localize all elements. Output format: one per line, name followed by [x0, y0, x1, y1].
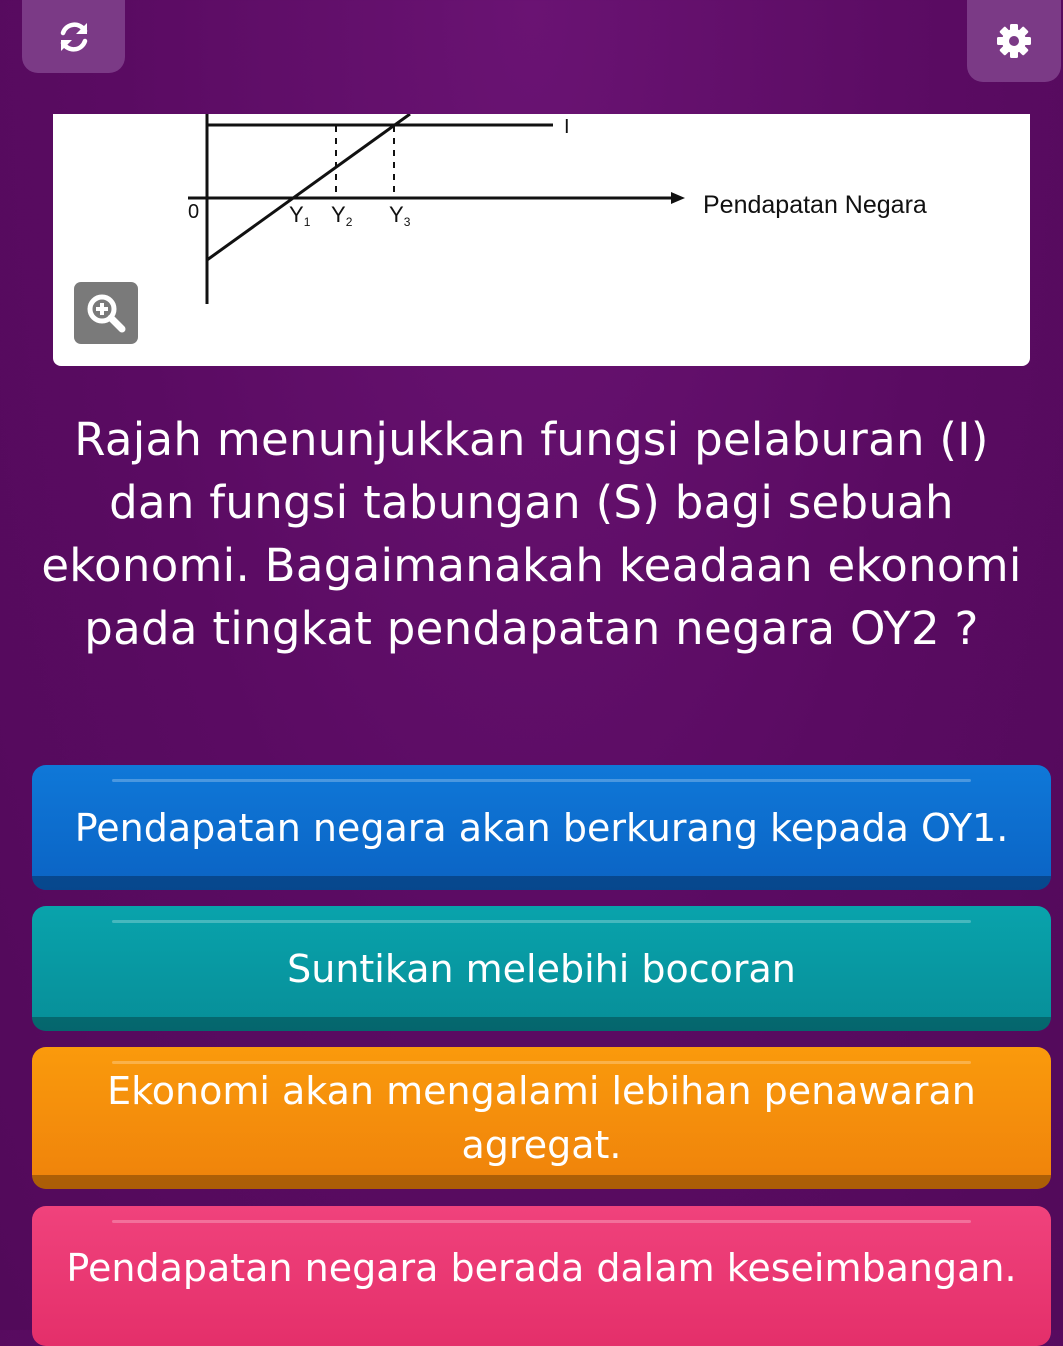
reload-button[interactable] — [22, 0, 125, 73]
savings-line — [207, 114, 410, 260]
x-axis-label: Pendapatan Negara — [703, 191, 927, 219]
label-y2: Y2 — [331, 202, 353, 229]
question-text: Rajah menunjukkan fungsi pelaburan (I) dan fungsi tabungan (S) bagi sebuah ekonomi. Bagaimanakah keadaan ekonomi pada tingkat pendapatan negara OY2 ? — [41, 413, 1022, 655]
answer-option-1[interactable] — [32, 765, 1051, 890]
reload-icon — [56, 19, 92, 55]
label-y1: Y1 — [289, 202, 311, 229]
label-investment: I — [564, 116, 570, 138]
answer-option-3[interactable] — [32, 1047, 1051, 1189]
answer-option-2-text: Suntikan melebihi bocoran — [287, 946, 796, 991]
zoom-in-icon — [84, 291, 128, 335]
option-shine — [112, 920, 971, 923]
label-origin: 0 — [188, 201, 200, 223]
label-y3: Y3 — [389, 202, 411, 229]
settings-button[interactable] — [967, 0, 1061, 82]
option-shine — [112, 1220, 971, 1223]
answer-option-4-text: Pendapatan negara berada dalam keseimbangan. — [66, 1246, 1017, 1290]
answer-option-4[interactable] — [32, 1206, 1051, 1346]
gear-icon — [995, 22, 1033, 60]
answer-option-1-text: Pendapatan negara akan berkurang kepada OY1. — [74, 805, 1009, 850]
x-axis-arrow — [671, 192, 685, 204]
zoom-button[interactable] — [74, 282, 138, 344]
investment-savings-diagram — [53, 114, 1030, 366]
answer-option-3-text: Ekonomi akan mengalami lebihan penawaran agregat. — [107, 1069, 976, 1167]
option-shine — [112, 779, 971, 782]
answer-option-2[interactable] — [32, 906, 1051, 1031]
question-figure — [53, 114, 1030, 366]
